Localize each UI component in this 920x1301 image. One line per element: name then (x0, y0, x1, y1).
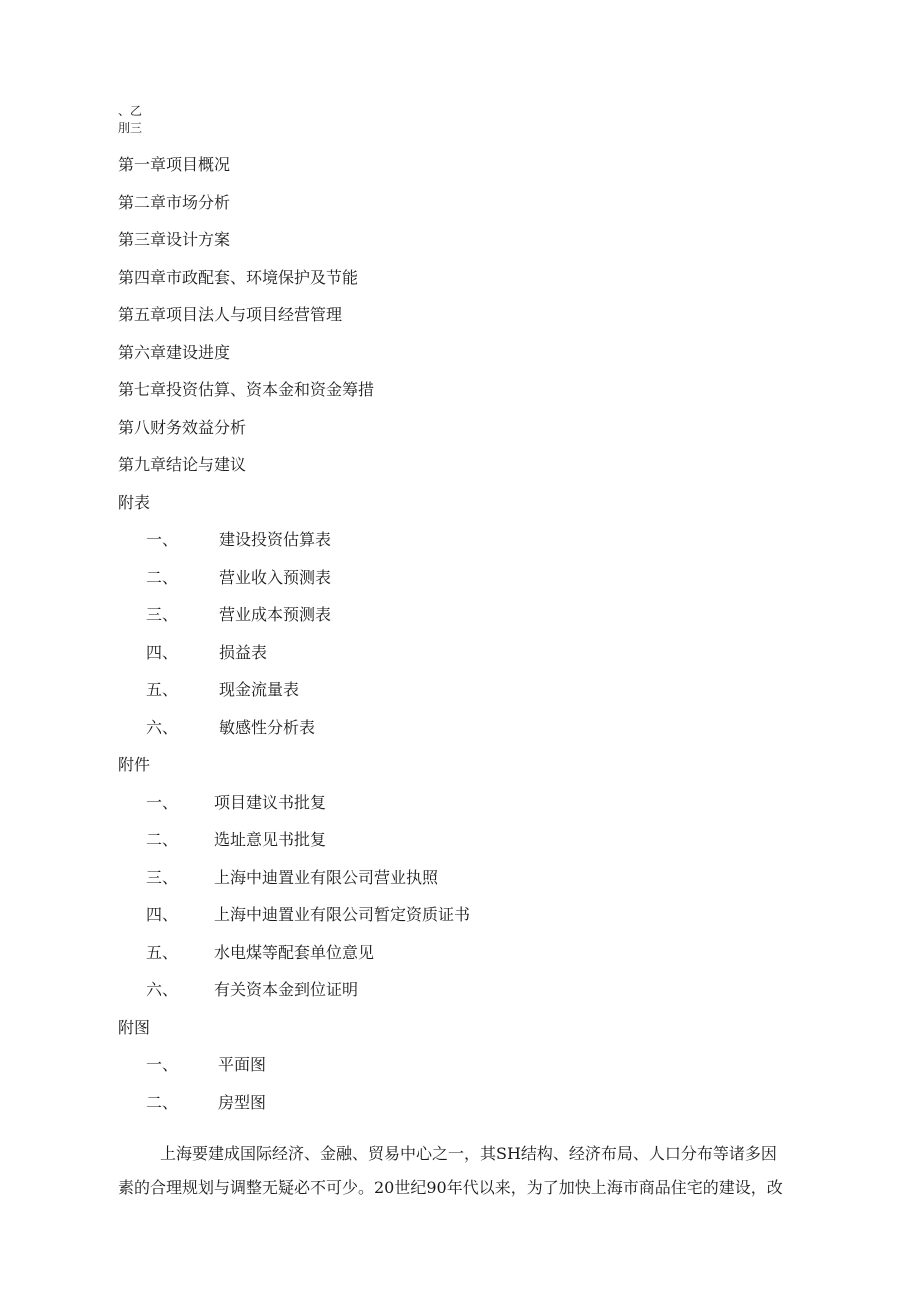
item-number: 六、 (146, 980, 179, 999)
item-number: 一、 (146, 530, 179, 549)
toc-chapter-9: 第九章结论与建议 (118, 455, 247, 474)
header-line-2: 刖三 (118, 121, 143, 135)
toc-chapter-2: 第二章市场分析 (118, 192, 231, 212)
attachment-item (118, 940, 818, 978)
item-text: 营业收入预测表 (219, 567, 332, 587)
item-text: 损益表 (219, 642, 268, 662)
toc-chapter-1: 第一章项目概况 (118, 155, 231, 174)
item-text: 水电煤等配套单位意见 (214, 942, 375, 962)
item-text: 上海中迪置业有限公司营业执照 (214, 867, 439, 887)
toc-chapter-7: 第七章投资估算、资本金和资金筹措 (118, 380, 375, 399)
item-text: 平面图 (218, 1055, 267, 1074)
figures-heading: 附图 (118, 1017, 151, 1037)
item-text: 选址意见书批复 (214, 830, 327, 849)
attachments-heading: 附件 (118, 755, 151, 774)
tables-heading: 附表 (118, 492, 151, 512)
item-text: 上海中迪置业有限公司暂定资质证书 (214, 905, 471, 924)
item-text: 营业成本预测表 (219, 605, 332, 624)
item-number: 四、 (146, 905, 179, 924)
intro-line-2: 素的合理规划与调整无疑必不可少。20世纪90年代以来，为了加快上海市商品住宅的建设，改 (118, 1178, 783, 1197)
item-text: 敏感性分析表 (219, 717, 316, 737)
toc-chapter-3: 第三章设计方案 (118, 230, 231, 249)
item-number: 五、 (146, 680, 179, 699)
item-text: 现金流量表 (219, 680, 300, 699)
item-text: 房型图 (218, 1092, 267, 1112)
item-text: 有关资本金到位证明 (214, 980, 359, 999)
table-item (118, 527, 818, 565)
toc-chapter-8: 第八财务效益分析 (118, 417, 247, 437)
item-number: 六、 (146, 717, 179, 737)
toc-chapter-5: 第五章项目法人与项目经营管理 (118, 305, 343, 324)
item-number: 四、 (146, 642, 179, 662)
intro-line-1: 上海要建成国际经济、金融、贸易中心之一，其SH结构、经济布局、人口分布等诸多因 (160, 1144, 777, 1163)
item-number: 一、 (146, 792, 179, 812)
table-item (118, 602, 818, 640)
toc-chapter-6: 第六章建设进度 (118, 342, 231, 362)
item-text: 项目建议书批复 (214, 792, 327, 812)
toc-chapter-4: 第四章市政配套、环境保护及节能 (118, 267, 359, 287)
figure-item (118, 1090, 818, 1128)
attachment-item (118, 977, 818, 1015)
table-of-contents (118, 152, 818, 1127)
item-number: 二、 (146, 567, 179, 587)
table-item (118, 715, 818, 753)
attachment-item (118, 865, 818, 903)
attachment-item (118, 827, 818, 865)
intro-paragraph (118, 1137, 812, 1205)
header-line-1: 、乙 (118, 104, 143, 118)
item-number: 三、 (146, 867, 179, 887)
item-number: 一、 (146, 1055, 179, 1074)
item-number: 二、 (146, 1092, 179, 1112)
item-number: 三、 (146, 605, 179, 624)
item-number: 二、 (146, 830, 179, 849)
figure-item (118, 1052, 818, 1090)
item-number: 五、 (146, 942, 179, 962)
table-item (118, 565, 818, 603)
item-text: 建设投资估算表 (219, 530, 332, 549)
table-item (118, 677, 818, 715)
attachment-item (118, 790, 818, 828)
attachment-item (118, 902, 818, 940)
table-item (118, 640, 818, 678)
